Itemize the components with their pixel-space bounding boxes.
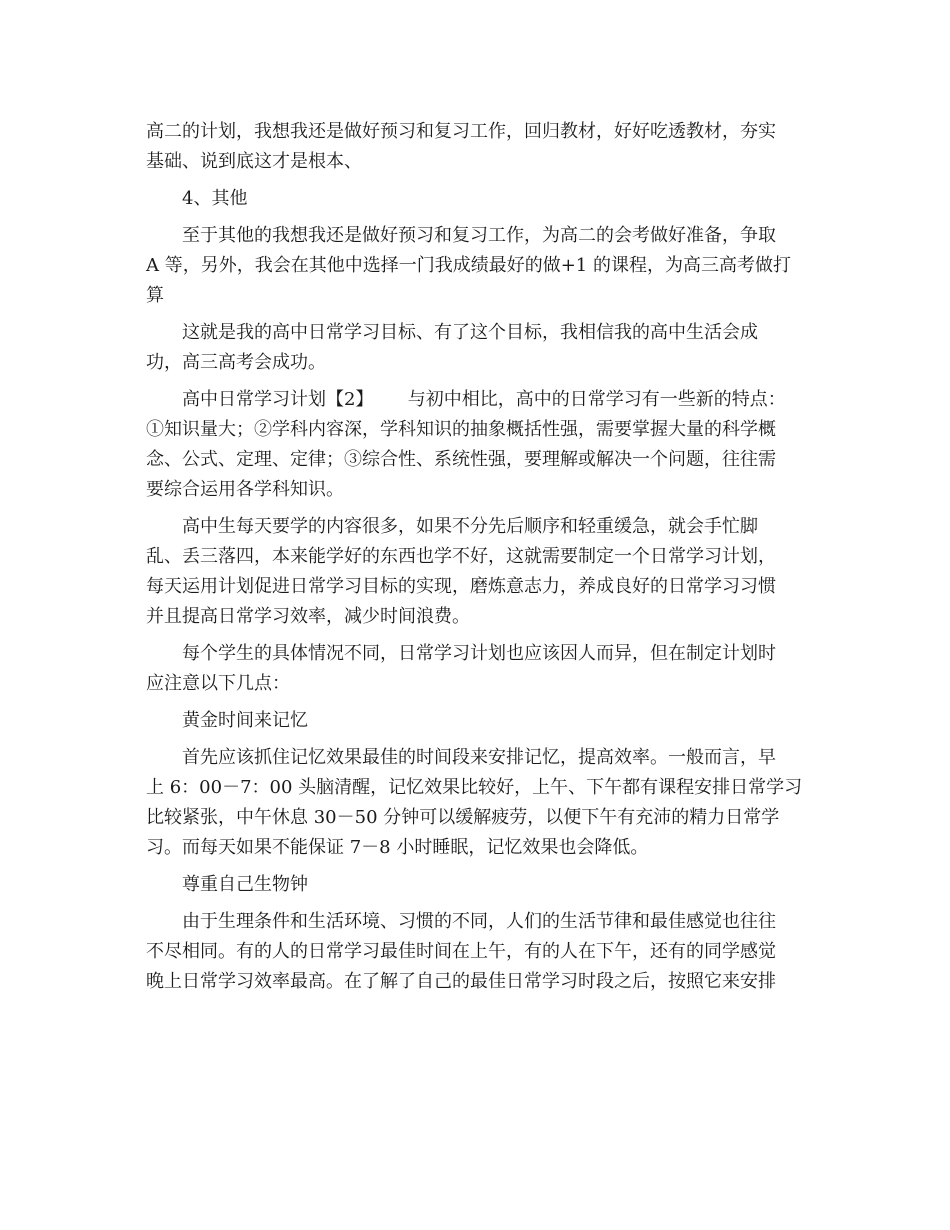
text-line: 并且提高日常学习效率，减少时间浪费。 — [146, 606, 470, 627]
text-line: 乱、丢三落四，本来能学好的东西也学不好，这就需要制定一个日常学习计划， — [146, 546, 776, 567]
text-line: 高二的计划，我想我还是做好预习和复习工作，回归教材，好好吃透教材，夯实 — [146, 121, 776, 142]
text-line: 基础、说到底这才是根本、 — [146, 151, 362, 172]
paragraph — [146, 221, 806, 311]
paragraph — [146, 706, 806, 736]
paragraph — [146, 512, 806, 632]
paragraph — [146, 870, 806, 900]
text-line: 这就是我的高中日常学习目标、有了这个目标，我相信我的高中生活会成 — [182, 322, 758, 343]
paragraph — [146, 385, 806, 505]
document-body — [146, 117, 806, 1004]
text-line: 功，高三高考会成功。 — [146, 352, 326, 373]
text-line: 每天运用计划促进日常学习目标的实现，磨炼意志力，养成良好的日常学习习惯 — [146, 576, 776, 597]
text-line: 至于其他的我想我还是做好预习和复习工作，为高二的会考做好准备，争取 — [182, 225, 776, 246]
text-line: 每个学生的具体情况不同，日常学习计划也应该因人而异，但在制定计划时 — [182, 643, 776, 664]
text-line: ①知识量大；②学科内容深，学科知识的抽象概括性强，需要掌握大量的科学概 — [146, 419, 776, 440]
text-line: 晚上日常学习效率最高。在了解了自己的最佳日常学习时段之后，按照它来安排 — [146, 971, 776, 992]
text-line: 算 — [146, 285, 164, 306]
text-line: 首先应该抓住记忆效果最佳的时间段来安排记忆，提高效率。一般而言，早 — [182, 747, 776, 768]
text-line: 应注意以下几点： — [146, 673, 290, 694]
text-line: 高中日常学习计划【2】 与初中相比，高中的日常学习有一些新的特点： — [182, 389, 786, 410]
paragraph — [146, 907, 806, 997]
text-line: 黄金时间来记忆 — [182, 710, 308, 731]
paragraph — [146, 117, 806, 177]
paragraph — [146, 318, 806, 378]
text-line: 上 6：00－7：00 头脑清醒，记忆效果比较好，上午、下午都有课程安排日常学习 — [146, 777, 803, 798]
text-line: A 等，另外，我会在其他中选择一门我成绩最好的做+1 的课程，为高三高考做打 — [146, 255, 791, 276]
text-line: 由于生理条件和生活环境、习惯的不同，人们的生活节律和最佳感觉也往往 — [182, 911, 776, 932]
text-line: 尊重自己生物钟 — [182, 874, 308, 895]
text-line: 念、公式、定理、定律；③综合性、系统性强，要理解或解决一个问题，往往需 — [146, 449, 776, 470]
text-line: 习。而每天如果不能保证 7－8 小时睡眠，记忆效果也会降低。 — [146, 837, 649, 858]
paragraph — [146, 743, 806, 863]
text-line: 4、其他 — [182, 188, 248, 209]
text-line: 比较紧张，中午休息 30－50 分钟可以缓解疲劳，以便下午有充沛的精力日常学 — [146, 807, 780, 828]
text-line: 高中生每天要学的内容很多，如果不分先后顺序和轻重缓急，就会手忙脚 — [182, 516, 758, 537]
text-line: 要综合运用各学科知识。 — [146, 479, 344, 500]
paragraph — [146, 184, 806, 214]
paragraph — [146, 639, 806, 699]
text-line: 不尽相同。有的人的日常学习最佳时间在上午，有的人在下午，还有的同学感觉 — [146, 941, 776, 962]
